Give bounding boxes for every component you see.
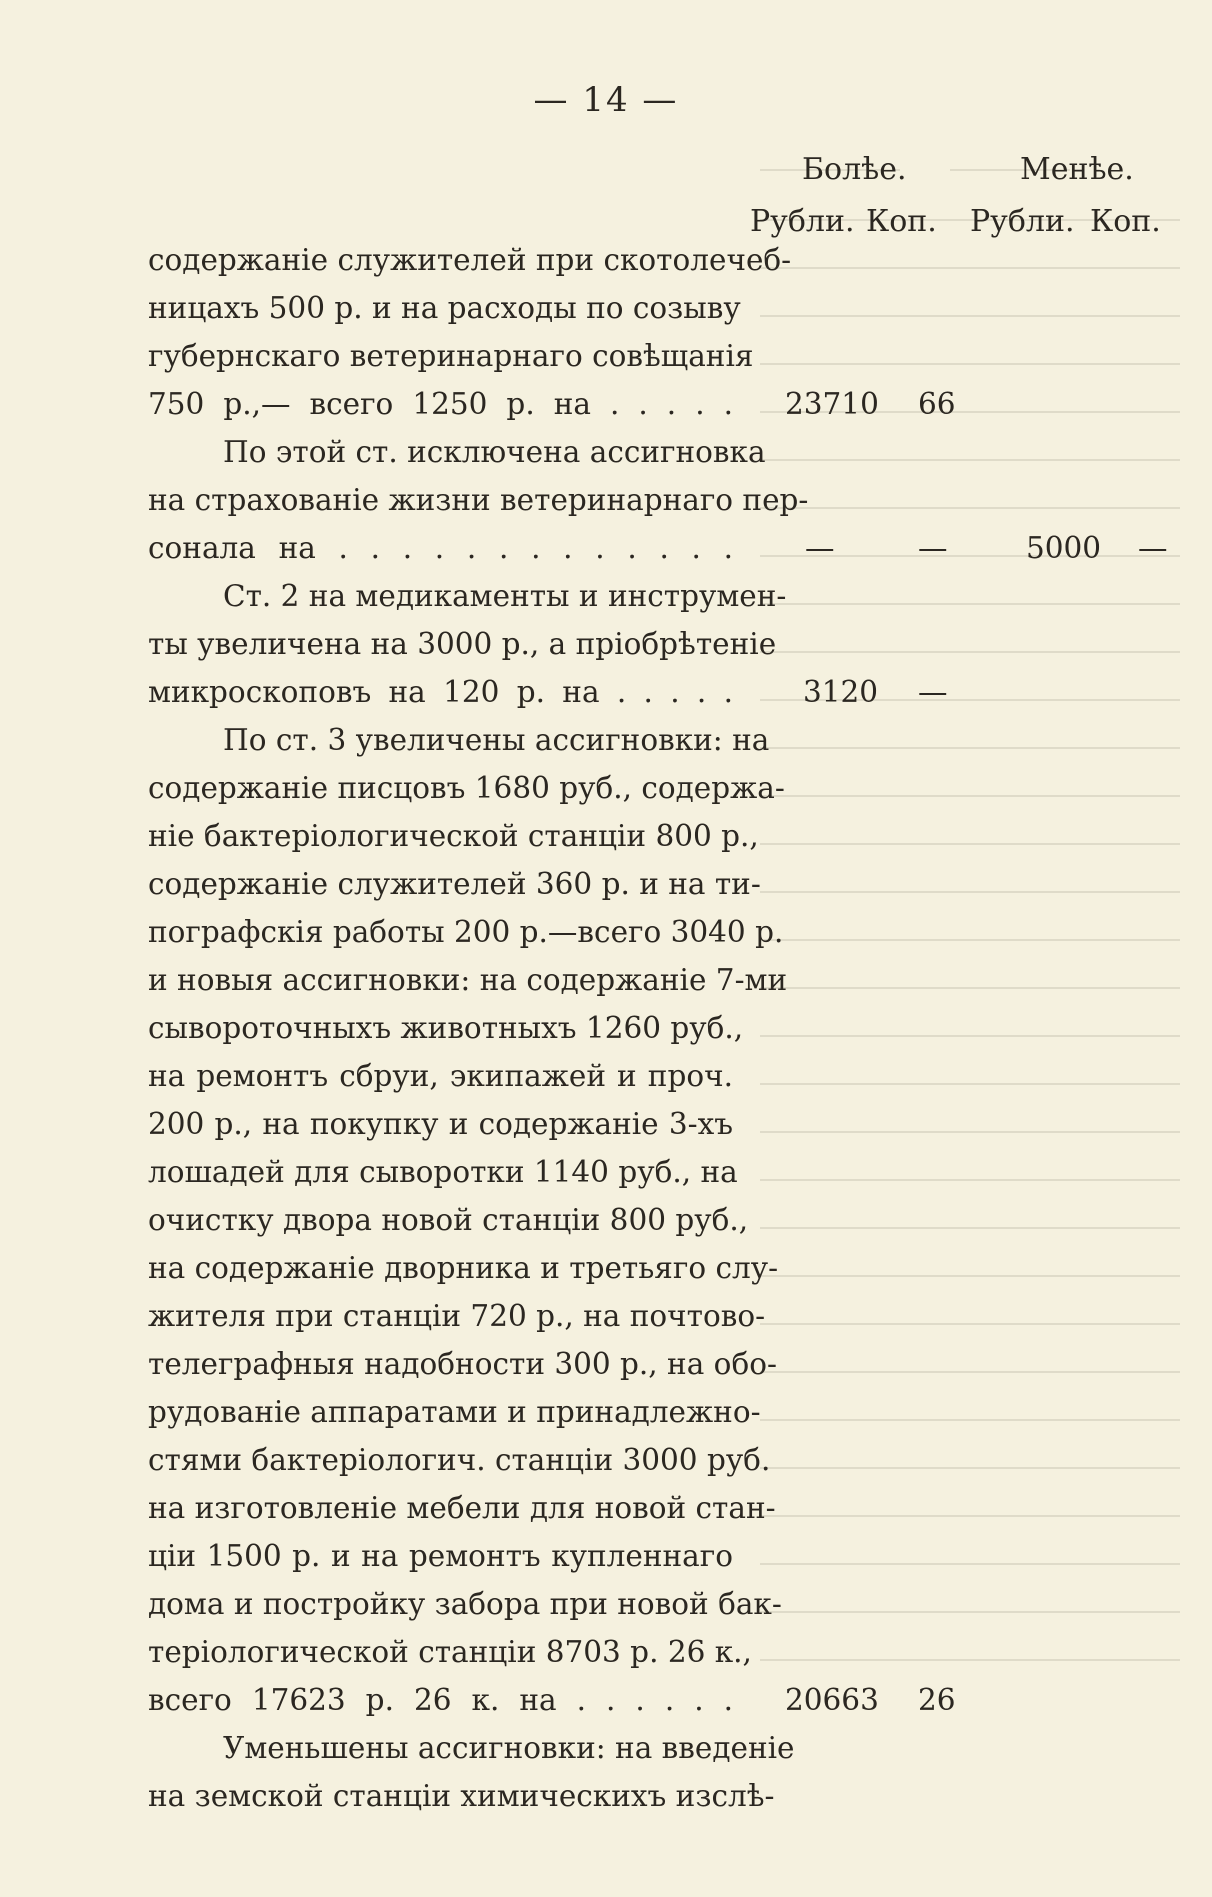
- amount-more-rubles: —: [805, 531, 835, 565]
- text-line: жителя при станціи 720 р., на почтово-: [148, 1299, 766, 1333]
- column-header-more: Болѣе.: [802, 152, 907, 187]
- text-line: лошадей для сыворотки 1140 руб., на: [148, 1155, 738, 1189]
- text-line: дома и постройку забора при новой бак-: [148, 1587, 782, 1621]
- column-header-more-rubles: Рубли.: [750, 204, 855, 239]
- amount-more-kop: 26: [918, 1683, 956, 1717]
- text-line: Уменьшены ассигновки: на введеніе: [223, 1731, 795, 1765]
- text-line: 750 р.,— всего 1250 р. на . . . . .: [148, 387, 733, 421]
- text-line: на страхованіе жизни ветеринарнаго пер-: [148, 483, 809, 517]
- amount-less-rubles: 5000: [1026, 531, 1102, 565]
- text-line: и новыя ассигновки: на содержаніе 7-ми: [148, 963, 788, 997]
- amount-more-kop: —: [918, 531, 948, 565]
- text-line: на содержаніе дворника и третьяго слу-: [148, 1251, 779, 1285]
- text-line: По ст. 3 увеличены ассигновки: на: [223, 723, 770, 757]
- text-line: рудованіе аппаратами и принадлежно-: [148, 1395, 761, 1429]
- text-line: на земской станціи химическихъ изслѣ-: [148, 1779, 775, 1813]
- text-line: микроскоповъ на 120 р. на . . . . .: [148, 675, 733, 709]
- text-line: губернскаго ветеринарнаго совѣщанія: [148, 339, 754, 373]
- text-line: 200 р., на покупку и содержаніе 3-хъ: [148, 1107, 733, 1141]
- text-line: ціи 1500 р. и на ремонтъ купленнаго: [148, 1539, 733, 1573]
- text-line: теріологической станціи 8703 р. 26 к.,: [148, 1635, 752, 1669]
- text-line: всего 17623 р. 26 к. на . . . . . .: [148, 1683, 733, 1717]
- amount-more-kop: 66: [918, 387, 956, 421]
- text-line: на ремонтъ сбруи, экипажей и проч.: [148, 1059, 733, 1093]
- column-header-less: Менѣе.: [1020, 152, 1134, 187]
- amount-more-rubles: 3120: [803, 675, 879, 709]
- amount-more-rubles: 23710: [785, 387, 879, 421]
- text-line: пографскія работы 200 р.—всего 3040 р.: [148, 915, 784, 949]
- text-line: телеграфныя надобности 300 р., на обо-: [148, 1347, 777, 1381]
- text-line: стями бактеріологич. станціи 3000 руб.: [148, 1443, 771, 1477]
- text-line: Ст. 2 на медикаменты и инструмен-: [223, 579, 787, 613]
- text-line: ты увеличена на 3000 р., а пріобрѣтеніе: [148, 627, 777, 661]
- text-line: По этой ст. исключена ассигновка: [223, 435, 766, 469]
- text-line: очистку двора новой станціи 800 руб.,: [148, 1203, 749, 1237]
- column-header-less-kop: Коп.: [1090, 204, 1161, 239]
- column-header-more-kop: Коп.: [866, 204, 937, 239]
- text-line: ніе бактеріологической станціи 800 р.,: [148, 819, 759, 853]
- text-line: сонала на . . . . . . . . . . . . .: [148, 531, 733, 565]
- text-line: содержаніе писцовъ 1680 руб., содержа-: [148, 771, 785, 805]
- amount-more-kop: —: [918, 675, 948, 709]
- amount-more-rubles: 20663: [785, 1683, 879, 1717]
- amount-less-kop: —: [1138, 531, 1168, 565]
- text-line: сывороточныхъ животныхъ 1260 руб.,: [148, 1011, 744, 1045]
- text-line: ницахъ 500 р. и на расходы по созыву: [148, 291, 741, 325]
- text-line: содержаніе служителей при скотолечеб-: [148, 243, 792, 277]
- column-header-less-rubles: Рубли.: [970, 204, 1075, 239]
- page-number: — 14 —: [533, 80, 679, 120]
- text-line: содержаніе служителей 360 р. и на ти-: [148, 867, 761, 901]
- text-line: на изготовленіе мебели для новой стан-: [148, 1491, 776, 1525]
